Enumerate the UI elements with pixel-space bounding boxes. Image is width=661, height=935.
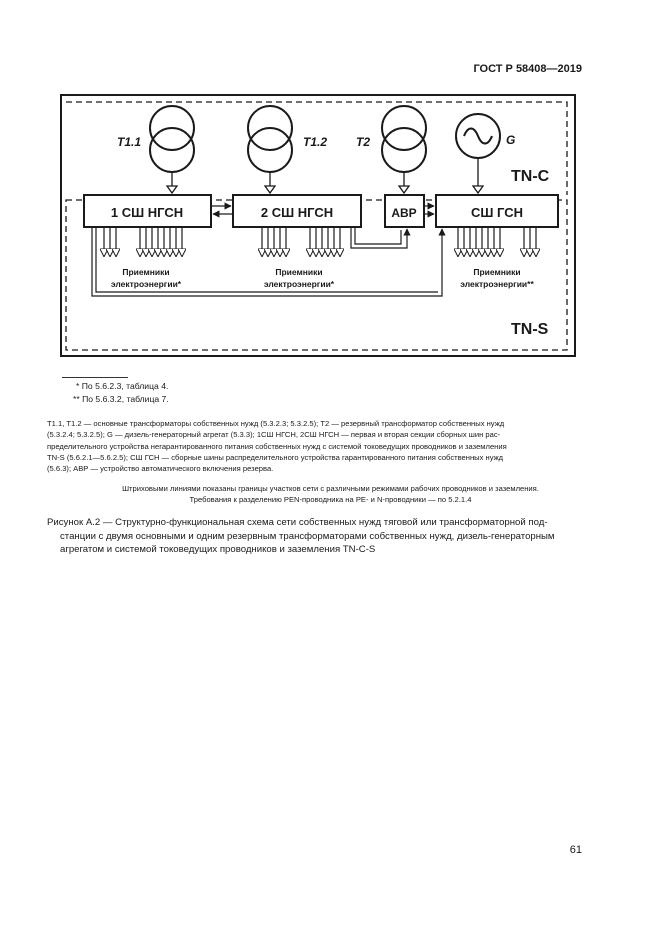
ssh-label: СШ ГСН (470, 205, 524, 220)
zone-label-tns: TN-S (511, 321, 549, 338)
figure-caption (47, 516, 580, 557)
caption-line: агрегатом и системой токоведущих проводников и заземления TN-C-S (60, 544, 376, 556)
receiver-2-line2: электроэнергии* (263, 279, 335, 289)
transformer-t2-label: Т2 (356, 135, 371, 149)
bus1-label: 1 СШ НГСН (110, 205, 184, 220)
note-paragraph (47, 483, 614, 506)
power-supply-diagram (0, 0, 661, 380)
transformer-t11 (150, 106, 194, 193)
receiver-1-line2: электроэнергии* (110, 279, 182, 289)
transformer-t12 (248, 106, 292, 193)
legend-line: (5.6.3); АВР — устройство автоматического включения резерва. (47, 464, 274, 474)
legend-paragraph (47, 418, 580, 474)
caption-line: Рисунок А.2 — Структурно-функциональная схема сети собственных нужд тяговой или трансформаторной под- (47, 517, 548, 528)
bus-tie-link (212, 206, 232, 214)
note-line-2: Требования к разделению PEN-проводника на PE- и N-проводники — по 5.2.1.4 (189, 495, 472, 505)
caption-line: станции с двумя основными и одним резервным трансформаторами собственных нужд, дизель-генераторным (60, 530, 555, 542)
avr-label: АВР (391, 206, 417, 220)
legend-line: пределительного устройства негарантированного питания собственных нужд с системой токоведущих проводников и заземления (47, 441, 507, 451)
transformer-t2 (382, 106, 426, 193)
footnote-rule (62, 377, 128, 378)
bus1-feeders (104, 228, 182, 256)
generator-g-label: G (506, 133, 516, 147)
zone-label-tnc: TN-C (511, 168, 550, 185)
bus2-feeders (262, 228, 340, 256)
footnote-2: ** По 5.6.3.2, таблица 7. (73, 394, 169, 404)
transformer-t12-label: Т1.2 (303, 135, 328, 149)
bus2-label: 2 СШ НГСН (260, 205, 334, 220)
legend-line: (5.3.2.4; 5.3.2.5); G — дизель-генераторный агрегат (5.3.3); 1СШ НГСН, 2СШ НГСН — первая и вторая секции сборных шин рас- (47, 430, 501, 440)
legend-line: Т1.1, Т1.2 — основные трансформаторы собственных нужд (5.3.2.3; 5.3.2.5); Т2 — резервный трансформатор собственных нужд (47, 419, 505, 428)
page-number: 61 (569, 844, 582, 856)
standard-header: ГОСТ Р 58408—2019 (473, 63, 582, 75)
receiver-3-line1: Приемники (473, 267, 521, 277)
transformer-t11-label: Т1.1 (117, 135, 142, 149)
ssh-feeders (458, 228, 536, 256)
bus2-to-avr-link (351, 228, 407, 248)
receiver-1-line1: Приемники (122, 267, 170, 277)
receiver-2-line1: Приемники (275, 267, 323, 277)
note-line-1: Штриховыми линиями показаны границы участков сети с различными режимами рабочих проводников и заземления. (122, 484, 539, 493)
generator-g (456, 114, 500, 193)
footnote-1: * По 5.6.2.3, таблица 4. (76, 381, 169, 391)
receiver-3-line2: электроэнергии** (460, 279, 534, 289)
avr-to-ssh-link (425, 206, 434, 214)
legend-line: TN-S (5.6.2.1—5.6.2.5); СШ ГСН — сборные шины распределительного устройства гарантированного питания собственных нужд (47, 452, 504, 462)
